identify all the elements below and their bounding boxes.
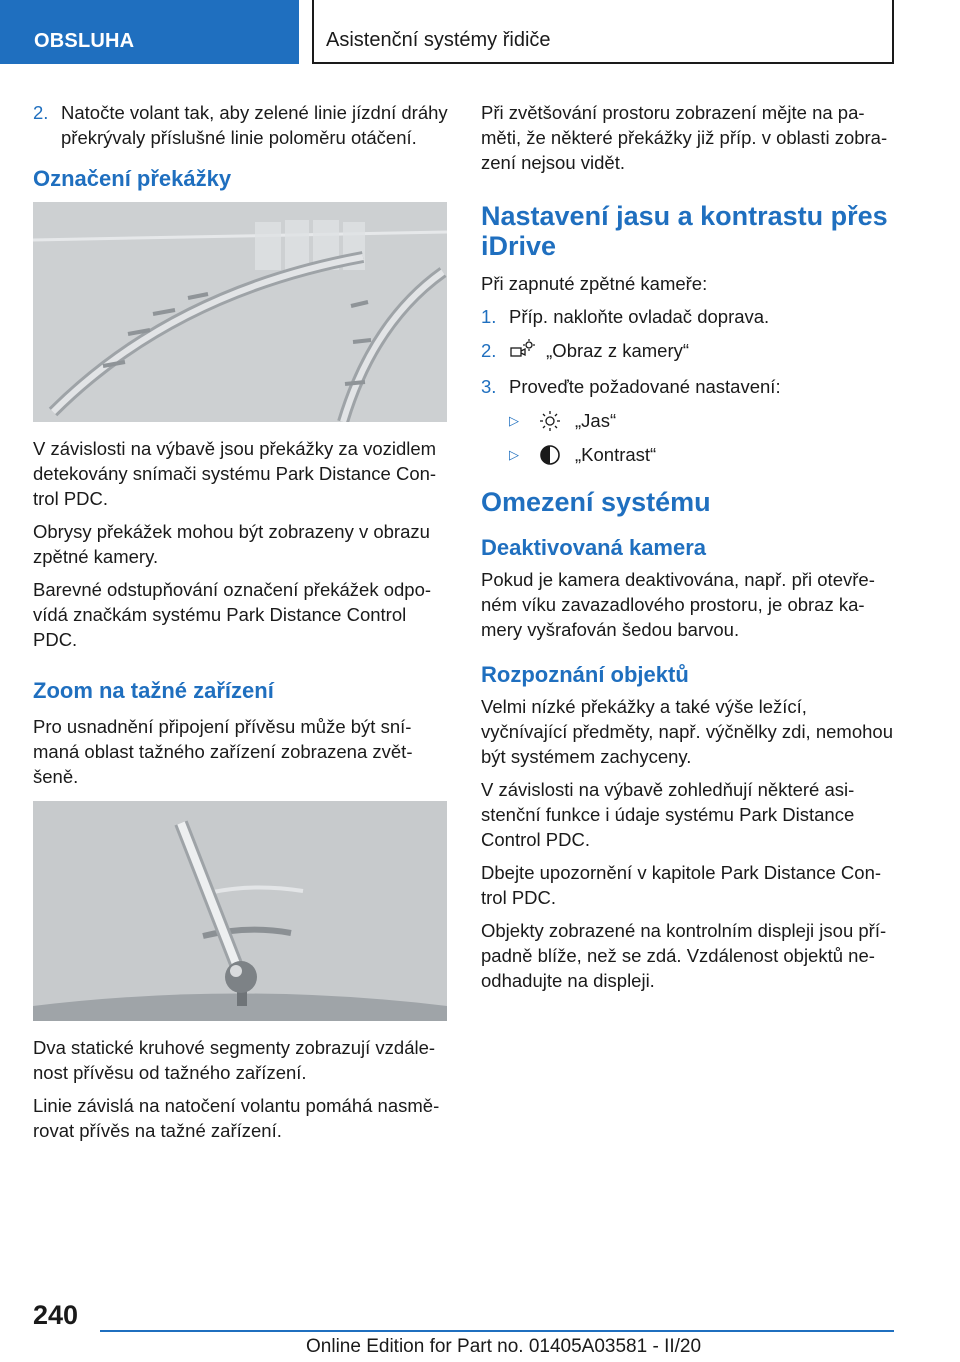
step-text: Příp. nakloňte ovladač doprava.: [509, 306, 770, 327]
chapter-label: Asistenční systémy řidiče: [326, 29, 551, 51]
tow-hitch-zoom-image: [33, 801, 447, 1021]
heading-brightness-contrast: Nastavení jasu a kontrastu přes iDrive: [481, 201, 888, 261]
paragraph: Barevné odstupňování označení překážek odpovídá značkám systému Park Distance Control PDC.: [33, 579, 432, 650]
heading-object-recognition: Rozpoznání objektů: [481, 662, 689, 688]
step-text: Proveďte požadované nastavení:: [509, 376, 781, 398]
step-number: 1.: [481, 306, 497, 327]
edition-text: Online Edition for Part no. 01405A03581 - II/20: [306, 1336, 702, 1357]
paragraph: Dva statické kruhové segmenty zobrazují vzdálenost přívěsu od tažného zařízení.: [33, 1037, 436, 1083]
sub-item-brightness: [481, 408, 897, 433]
right-column: [481, 100, 897, 1001]
step-2: [33, 100, 451, 150]
heading-zoom: Zoom na tažné zařízení: [33, 678, 274, 703]
footer-divider: [100, 1330, 894, 1332]
heading-camera-deactivated: Deaktivovaná kamera: [481, 535, 707, 561]
paragraph: V závislosti na výbavě zohledňují některé asistenční funkce i údaje systému Park Distance Control PDC.: [481, 779, 855, 851]
step-3: [481, 374, 897, 399]
paragraph: Objekty zobrazené na kontrolním displeji jsou případně blíže, než se zdá. Vzdálenost objektů neodhadujte na displeji.: [481, 920, 887, 992]
paragraph: Pokud je kamera deaktivována, např. při otevřeném víku zavazadlového prostoru, je obraz kamery vyšrafován šedou barvou.: [481, 569, 875, 641]
section-tab: [0, 0, 299, 64]
brightness-icon: [539, 410, 575, 432]
paragraph: Při zapnuté zpětné kameře:: [481, 273, 708, 294]
chapter-tab: [312, 0, 894, 64]
obstacle-marking-image: [33, 202, 447, 422]
step-label: „Obraz z kamery“: [546, 340, 690, 361]
paragraph: V závislosti na výbavě jsou překážky za vozidlem detekovány snímači systému Park Distance Control PDC.: [33, 438, 437, 509]
paragraph: Při zvětšování prostoru zobrazení mějte na paměti, že některé překážky již příp. v oblasti zobrazení nejsou vidět.: [481, 102, 888, 173]
step-text: Natočte volant tak, aby zelené linie jízdní dráhy překrývaly příslušné linie poloměru otáčení.: [61, 102, 448, 148]
paragraph: Pro usnadnění připojení přívěsu může být snímaná oblast tažného zařízení zobrazena zvětšeně.: [33, 716, 413, 787]
sub-item-label: „Kontrast“: [575, 444, 657, 466]
step-2: [481, 338, 897, 365]
sub-item-contrast: [481, 442, 897, 467]
contrast-icon: [539, 444, 575, 466]
step-number: 2.: [481, 340, 497, 361]
step-number: 3.: [481, 376, 497, 398]
paragraph: Dbejte upozornění v kapitole Park Distance Control PDC.: [481, 862, 882, 909]
left-column: [33, 100, 451, 1151]
heading-obstacles: Označení překážky: [33, 166, 232, 191]
sub-item-label: „Jas“: [575, 410, 617, 432]
page-number: 240: [33, 1300, 79, 1330]
camera-settings-icon: [509, 339, 541, 365]
sub-item-marker: ▷: [509, 413, 519, 429]
step-text: [509, 338, 897, 365]
paragraph: Obrysy překážek mohou být zobrazeny v obrazu zpětné kamery.: [33, 521, 430, 567]
sub-item-marker: ▷: [509, 447, 519, 463]
step-number: 2.: [33, 102, 49, 123]
paragraph: Linie závislá na natočení volantu pomáhá nasměrovat přívěs na tažné zařízení.: [33, 1095, 440, 1141]
heading-system-limits: Omezení systému: [481, 487, 711, 518]
section-label: OBSLUHA: [34, 30, 135, 52]
paragraph: Velmi nízké překážky a také výše ležící, vyčnívající předměty, např. výčnělky zdi, nemohou být systémem zachyceny.: [481, 696, 893, 768]
step-1: [481, 304, 897, 329]
